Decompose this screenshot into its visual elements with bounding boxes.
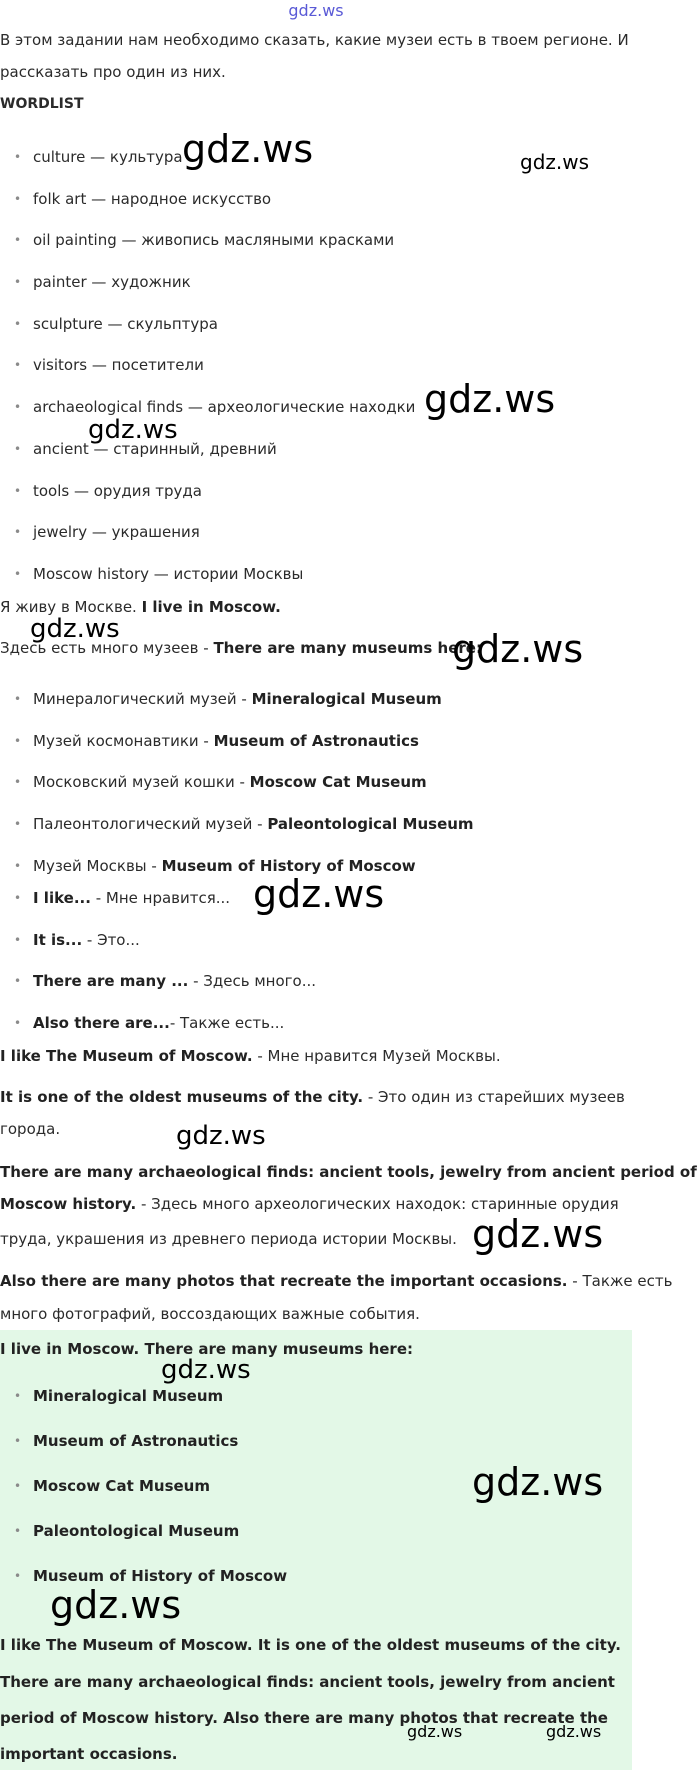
phrase-en: There are many ... [33, 972, 189, 991]
list-item: • Mineralogical Museum [0, 1386, 632, 1431]
list-item: • visitors — посетители [0, 355, 632, 397]
sentence-2-en: It is one of the oldest museums of the city. [0, 1088, 364, 1106]
live-line-en: I live in Moscow. [141, 598, 281, 616]
final-para-3: period of Moscow history. Also there are many photos that recreate the [0, 1709, 608, 1727]
sentence-3-cont [0, 1194, 619, 1214]
phrase-en: I like... [33, 889, 91, 907]
watermark: gdz.ws [424, 377, 556, 421]
sentence-2-ru: - Это один из старейших музеев [363, 1088, 625, 1106]
list-item [0, 731, 632, 773]
museum-ru: Палеонтологический музей - [33, 815, 268, 834]
watermark: gdz.ws [161, 1355, 251, 1385]
intro-line-2: рассказать про один из них. [0, 63, 226, 81]
list-item: • jewelry — украшения [0, 522, 632, 564]
sentence-1-ru: - Мне нравится Музей Москвы. [252, 1047, 501, 1065]
watermark: gdz.ws [182, 127, 314, 171]
phrase-ru: - Это... [82, 930, 140, 949]
sentence-4-ru: - Также есть [567, 1272, 673, 1290]
sentence-1 [0, 1046, 501, 1066]
watermark: gdz.ws [253, 872, 385, 916]
phrase-ru: - Здесь много... [188, 972, 317, 991]
list-item [0, 930, 632, 972]
sentence-3 [0, 1162, 697, 1182]
museum-ru: Музей космонавтики - [33, 731, 214, 750]
sentence-3-ru: - Здесь много археологических находок: старинные орудия [136, 1195, 619, 1213]
museum-ru: Музей Москвы - [33, 856, 162, 875]
sentence-4-cont: много фотографий, воссоздающих важные события. [0, 1305, 420, 1323]
list-item: • sculpture — скульптура [0, 314, 632, 356]
list-item: • Moscow Cat Museum [0, 1476, 632, 1521]
list-item: • Paleontological Museum [0, 1521, 632, 1566]
intro-line-1: В этом задании нам необходимо сказать, какие музеи есть в твоем регионе. И [0, 31, 629, 49]
sentence-3-en: There are many archaeological finds: ancient tools, jewelry from ancient period of [0, 1163, 697, 1181]
list-item: • Moscow history — истории Москвы [0, 564, 632, 606]
list-item: • oil painting — живопись масляными красками [0, 230, 632, 272]
museum-en: Moscow Cat Museum [249, 773, 427, 792]
wordlist-title: WORDLIST [0, 96, 84, 112]
header-watermark-link[interactable]: gdz.ws [288, 1, 344, 20]
museum-ru: Московский музей кошки - [33, 773, 250, 792]
watermark: gdz.ws [452, 627, 584, 671]
watermark: gdz.ws [472, 1460, 604, 1504]
watermark: gdz.ws [407, 1722, 463, 1741]
watermark: gdz.ws [520, 150, 590, 174]
museums-line-ru: Здесь есть много музеев - [0, 639, 214, 657]
list-item: • culture — культура [0, 147, 632, 189]
watermark: gdz.ws [30, 614, 120, 644]
list-item: • archaeological finds — археологические находки [0, 397, 632, 439]
phrase-en: It is... [33, 930, 83, 949]
final-para-1: I like The Museum of Moscow. It is one of the oldest museums of the city. [0, 1636, 621, 1654]
list-item: • folk art — народное искусство [0, 189, 632, 231]
museum-en: Mineralogical Museum [251, 690, 442, 708]
final-answer-box [0, 1330, 632, 1770]
watermark: gdz.ws [472, 1212, 604, 1256]
watermark: gdz.ws [88, 415, 178, 445]
list-item: • Museum of History of Moscow [0, 1566, 632, 1611]
live-line-ru: Я живу в Москве. [0, 598, 142, 616]
sentence-3-ru-cont: труда, украшения из древнего периода истории Москвы. [0, 1230, 457, 1248]
list-item: • ancient — старинный, древний [0, 439, 632, 481]
list-item [0, 971, 632, 1013]
list-item: • Museum of Astronautics [0, 1431, 632, 1476]
museum-en: Paleontological Museum [267, 815, 474, 834]
list-item: • tools — орудия труда [0, 481, 632, 523]
museum-ru: Минералогический музей - [33, 690, 252, 708]
list-item [0, 772, 632, 814]
list-item: • painter — художник [0, 272, 632, 314]
sentence-3-en-cont: Moscow history. [0, 1195, 137, 1213]
list-item [0, 689, 632, 731]
final-para-2: There are many archaeological finds: ancient tools, jewelry from ancient [0, 1673, 615, 1691]
phrase-en: Also there are... [33, 1014, 170, 1033]
watermark: gdz.ws [546, 1722, 602, 1741]
watermark: gdz.ws [50, 1583, 182, 1627]
phrase-ru: - Мне нравится... [90, 889, 231, 907]
sentence-2 [0, 1087, 625, 1107]
sentence-4-en: Also there are many photos that recreate the important occasions. [0, 1272, 568, 1290]
final-intro: I live in Moscow. There are many museums here: [0, 1340, 413, 1358]
museum-en: Museum of Astronautics [213, 731, 419, 750]
watermark: gdz.ws [176, 1121, 266, 1151]
sentence-1-en: I like The Museum of Moscow. [0, 1047, 253, 1065]
sentence-4 [0, 1271, 672, 1291]
museums-line-en: There are many museums here: [213, 639, 482, 657]
museums-list [0, 689, 632, 897]
sentence-2-cont: города. [0, 1120, 61, 1138]
list-item [0, 814, 632, 856]
final-para-4: important occasions. [0, 1745, 178, 1763]
phrase-ru: - Также есть... [169, 1014, 285, 1033]
museum-en: Museum of History of Moscow [161, 856, 416, 875]
